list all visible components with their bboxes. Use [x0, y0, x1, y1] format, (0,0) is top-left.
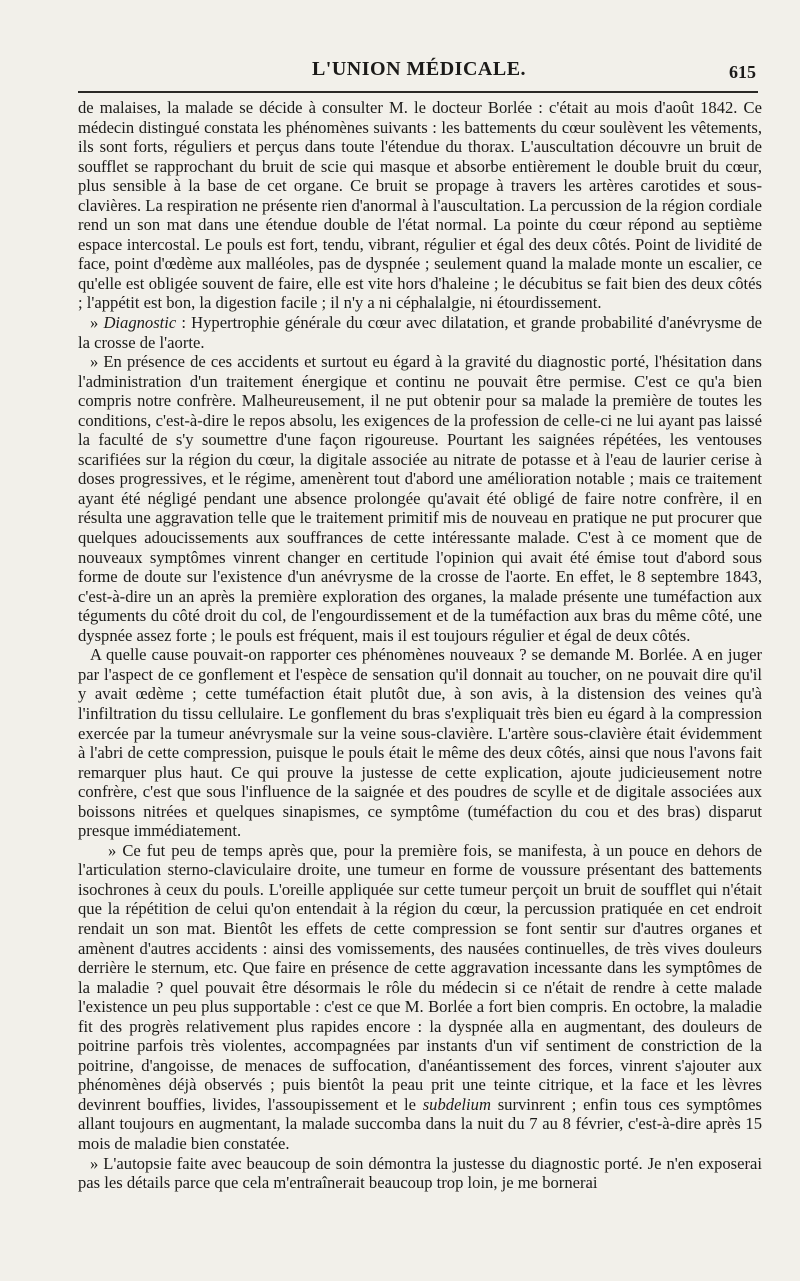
page-number: 615 [729, 62, 756, 82]
header-rule [78, 91, 758, 93]
paragraph-6 [78, 1154, 762, 1193]
paragraph-text: A quelle cause pouvait-on rapporter ces phénomènes nouveaux ? se demande M. Borlée. A en juger par l'aspect de ce gonflement et l'espèce de sensation qu'il donnait au toucher, on ne pouvait dire qu'il y avait œdème ; cette tuméfaction était plutôt due, à son avis, à la distension des veines qu'à l'infiltration du tissu cellulaire. Le gonflement du bras s'expliquait très bien eu égard à la compression exercée par la tumeur anévrysmale sur la veine sous-clavière. L'artère sous-clavière était évidemment à l'abri de cette compression, puisque le pouls était le même des deux côtés, ainsi que nous l'avons fait remarquer plus haut. Ce qui prouve la justesse de cette explication, ajoute judicieusement notre confrère, c'est que sous l'influence de la saignée et des poudres de scylle et de digitale associées aux boissons nitrées et quelques sinapismes, ce symptôme (tuméfaction du cou et des bras) disparut presque immédiatement. [78, 645, 762, 841]
paragraph-text: : Hypertrophie générale du cœur avec dilatation, et grande probabilité d'anévrysme de la crosse de l'aorte. [78, 313, 762, 352]
paragraph-4 [78, 645, 762, 840]
paragraph-1 [78, 98, 762, 313]
paragraph-diagnostic [78, 313, 762, 352]
paragraph-text: » Ce fut peu de temps après que, pour la première fois, se manifesta, à un pouce en dehors de l'articulation sterno-claviculaire droite, une tumeur en forme de voussure présentant des battements isochrones à ceux du pouls. L'oreille appliquée sur cette tumeur perçoit un bruit de soufflet qui n'était que la répétition de celui qu'on entendait à la région du cœur, la percussion pratiquée en cet endroit rendait un son mat. Bientôt les effets de cette compression se font sentir sur d'autres organes et amènent d'autres accidents : ainsi des vomissements, des nausées continuelles, de très vives douleurs derrière le sternum, etc. Que faire en présence de cette aggravation incessante dans les symptômes de la maladie ? quel pouvait être désormais le rôle du médecin si ce n'était de rendre à cette malade l'existence un peu plus supportable : c'est ce que M. Borlée a fort bien compris. En octobre, la maladie fit des progrès relativement plus rapides encore : la dyspnée alla en augmentant, des douleurs de poitrine parfois très violentes, accompagnées par instants d'un vif sentiment de constriction de la poitrine, d'angoisse, de menaces de suffocation, d'anéantissement des forces, vinrent s'ajouter aux phénomènes déjà observés ; puis bientôt la peau prit une teinte citrique, et la face et les lèvres devinrent bouffies, livides, l'assoupissement et le [78, 840, 762, 1114]
page-header [78, 58, 760, 86]
paragraph-text: de malaises, la malade se décide à consulter M. le docteur Borlée : c'était au mois d'août 1842. Ce médecin distingué constata les phénomènes suivants : les battements du cœur soulèvent les vêtements, ils sont forts, réguliers et perçus dans toute l'étendue du thorax. L'auscultation découvre un bruit de soufflet se rapprochant du bruit de scie qui masque et absorbe entièrement le double bruit du cœur, plus sensible à la base de cet organe. Ce bruit se propage à travers les artères carotides et sous-clavières. La respiration ne présente rien d'anormal à l'auscultation. La percussion de la région cordiale rend un son mat dans une étendue double de l'état normal. La pointe du cœur répond au septième espace intercostal. Le pouls est fort, tendu, vibrant, régulier et égal des deux côtés. Point de lividité de face, point d'œdème aux malléoles, pas de dyspnée ; seulement quand la malade monte un escalier, ce qu'elle est obligée souvent de faire, elle est vite hors d'haleine ; le décubitus se fait bien des deux côtés ; l'appétit est bon, la digestion facile ; il n'y a ni céphalalgie, ni étourdissement. [78, 98, 762, 313]
paragraph-prefix: » [90, 313, 104, 333]
italic-term: subdelium [422, 1094, 491, 1114]
paragraph-5 [78, 841, 762, 1154]
paragraph-text: » En présence de ces accidents et surtout eu égard à la gravité du diagnostic porté, l'hésitation dans l'administration d'un traitement énergique et continu ne pouvait être permise. C'est ce qu'a bien compris notre confrère. Malheureusement, il ne put obtenir pour sa malade la première de toutes les conditions, c'est-à-dire le repos absolu, les exigences de la profession de celle-ci ne lui ayant pas laissé la faculté de s'y soumettre d'une façon rigoureuse. Pourtant les saignées répétées, les ventouses scarifiées sur la région du cœur, la digitale associée au nitrate de potasse et à l'eau de laurier cerise à doses progressives, et le régime, amenèrent tout d'abord une amélioration notable ; mais ce traitement ayant été négligé pendant une absence prolongée qu'avait été obligé de faire notre confrère, il en résulta une aggravation telle que le traitement primitif mis de nouveau en pratique ne put procurer que quelques adoucissements aux souffrances de cette intéressante malade. C'est à ce moment que de nouveaux symptômes vinrent changer en certitude l'opinion qui avait été émise tout d'abord sous forme de doute sur l'existence d'un anévrysme de la crosse de l'aorte. En effet, le 8 septembre 1843, c'est-à-dire un an après la première exploration des organes, la malade présente une tuméfaction aux téguments du côté droit du col, de l'engourdissement et de la tuméfaction aux bras du même côté, une dyspnée assez forte ; le pouls est fréquent, mais il est toujours régulier et égal de deux côtés. [78, 352, 762, 645]
paragraph-3 [78, 352, 762, 645]
article-body [78, 98, 762, 1193]
diagnostic-label: Diagnostic [103, 313, 177, 333]
paragraph-text: » L'autopsie faite avec beaucoup de soin démontra la justesse du diagnostic porté. Je n'en exposerai pas les détails parce que cela m'entraînerait beaucoup trop loin, je me bornerai [78, 1153, 762, 1193]
paragraph-text-end: survinrent ; enfin tous ces symptômes allant toujours en augmentant, la malade succomba dans la nuit du 7 au 8 février, c'est-à-dire après 15 mois de maladie bien constatée. [78, 1094, 763, 1153]
running-title: L'UNION MÉDICALE. [311, 58, 527, 80]
